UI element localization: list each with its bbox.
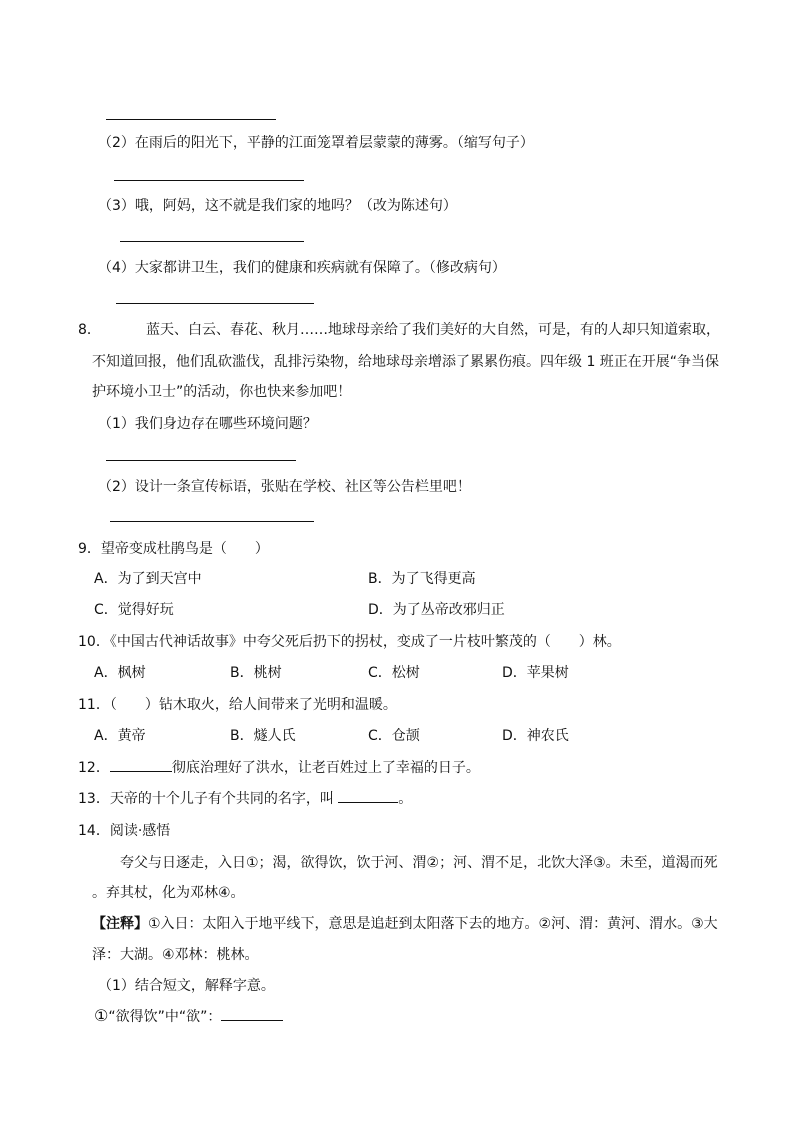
q9-stem: 9．望帝变成杜鹃鸟是（ ） (78, 541, 269, 557)
fill-blank[interactable] (221, 1006, 283, 1021)
fill-blank[interactable] (338, 788, 398, 803)
fill-blank[interactable] (110, 757, 172, 772)
answer-line[interactable] (106, 460, 296, 461)
q10-stem: 10．《中国古代神话故事》中夸父死后扔下的拐杖，变成了一片枝叶繁茂的（ ）林。 (78, 634, 621, 650)
q7-sub2: （2）在雨后的阳光下，平静的江面笼罩着层蒙蒙的薄雾。（缩写句子） (98, 135, 534, 151)
q10-option-d[interactable]: D．苹果树 (502, 665, 569, 681)
q8-paragraph-line2: 不知道回报，他们乱砍滥伐，乱排污染物，给地球母亲增添了累累伤痕。四年级 1 班正在开展“争当保 (92, 354, 720, 370)
answer-line[interactable] (110, 521, 314, 522)
note-text: ①入日：太阳入于地平线下，意思是追赶到太阳落下去的地方。②河、渭：黄河、渭水。③大 (148, 916, 718, 932)
q10-option-a[interactable]: A．枫树 (94, 665, 146, 681)
q8-number: 8． (78, 322, 101, 338)
q8-paragraph-line1: 蓝天、白云、春花、秋月……地球母亲给了我们美好的大自然，可是，有的人却只知道索取， (146, 322, 720, 338)
q14-note-line2: 泽：大湖。④邓林：桃林。 (92, 947, 259, 963)
q11-option-c[interactable]: C．仓颉 (368, 728, 420, 744)
note-label: 【注释】 (92, 916, 148, 932)
q7-sub3: （3）哦，阿妈，这不就是我们家的地吗？（改为陈述句） (98, 198, 457, 214)
q11-option-d[interactable]: D．神农氏 (502, 728, 569, 744)
q11-stem: 11．（ ）钻木取火，给人间带来了光明和温暖。 (78, 697, 397, 713)
q14-note-line1 (92, 913, 718, 933)
item-marker: ① (94, 1006, 109, 1025)
q13-stem: 13．天帝的十个儿子有个共同的名字，叫 (78, 791, 339, 807)
q8-paragraph-line3: 护环境小卫士”的活动，你也快来参加吧！ (92, 384, 352, 400)
q14-title: 14．阅读·感悟 (78, 823, 171, 839)
q12-number: 12． (78, 760, 110, 776)
q14-sub1: （1）结合短文，解释字意。 (98, 978, 275, 994)
q7-sub4: （4）大家都讲卫生，我们的健康和疾病就有保障了。（修改病句） (98, 260, 506, 276)
q14-passage-line1: 夸父与日逐走，入日①；渴，欲得饮，饮于河、渭②；河、渭不足，北饮大泽③。未至，道渴而死 (120, 855, 718, 871)
q11-option-a[interactable]: A．黄帝 (94, 728, 146, 744)
q10-option-b[interactable]: B．桃树 (230, 665, 282, 681)
q12-text: 彻底治理好了洪水，让老百姓过上了幸福的日子。 (171, 760, 480, 776)
q14-item1 (94, 1006, 283, 1026)
q8-sub1: （1）我们身边存在哪些环境问题？ (98, 416, 317, 432)
q9-option-c[interactable]: C．觉得好玩 (94, 602, 174, 618)
answer-line[interactable] (120, 241, 304, 242)
q13 (78, 788, 412, 808)
q10-option-c[interactable]: C．松树 (368, 665, 420, 681)
answer-line[interactable] (106, 119, 276, 120)
answer-line[interactable] (116, 303, 314, 304)
q9-option-a[interactable]: A．为了到天宫中 (94, 571, 202, 587)
q9-option-d[interactable]: D．为了丛帝改邪归正 (368, 602, 505, 618)
q12 (78, 757, 480, 777)
q9-option-b[interactable]: B．为了飞得更高 (368, 571, 476, 587)
q14-passage-line2: 。弃其杖，化为邓林④。 (92, 885, 245, 901)
item-text: “欲得饮”中“欲”： (108, 1009, 222, 1025)
q11-option-b[interactable]: B．燧人氏 (230, 728, 296, 744)
q8-sub2: （2）设计一条宣传标语，张贴在学校、社区等公告栏里吧！ (98, 479, 471, 495)
answer-line[interactable] (114, 180, 304, 181)
q13-end: 。 (398, 791, 413, 807)
